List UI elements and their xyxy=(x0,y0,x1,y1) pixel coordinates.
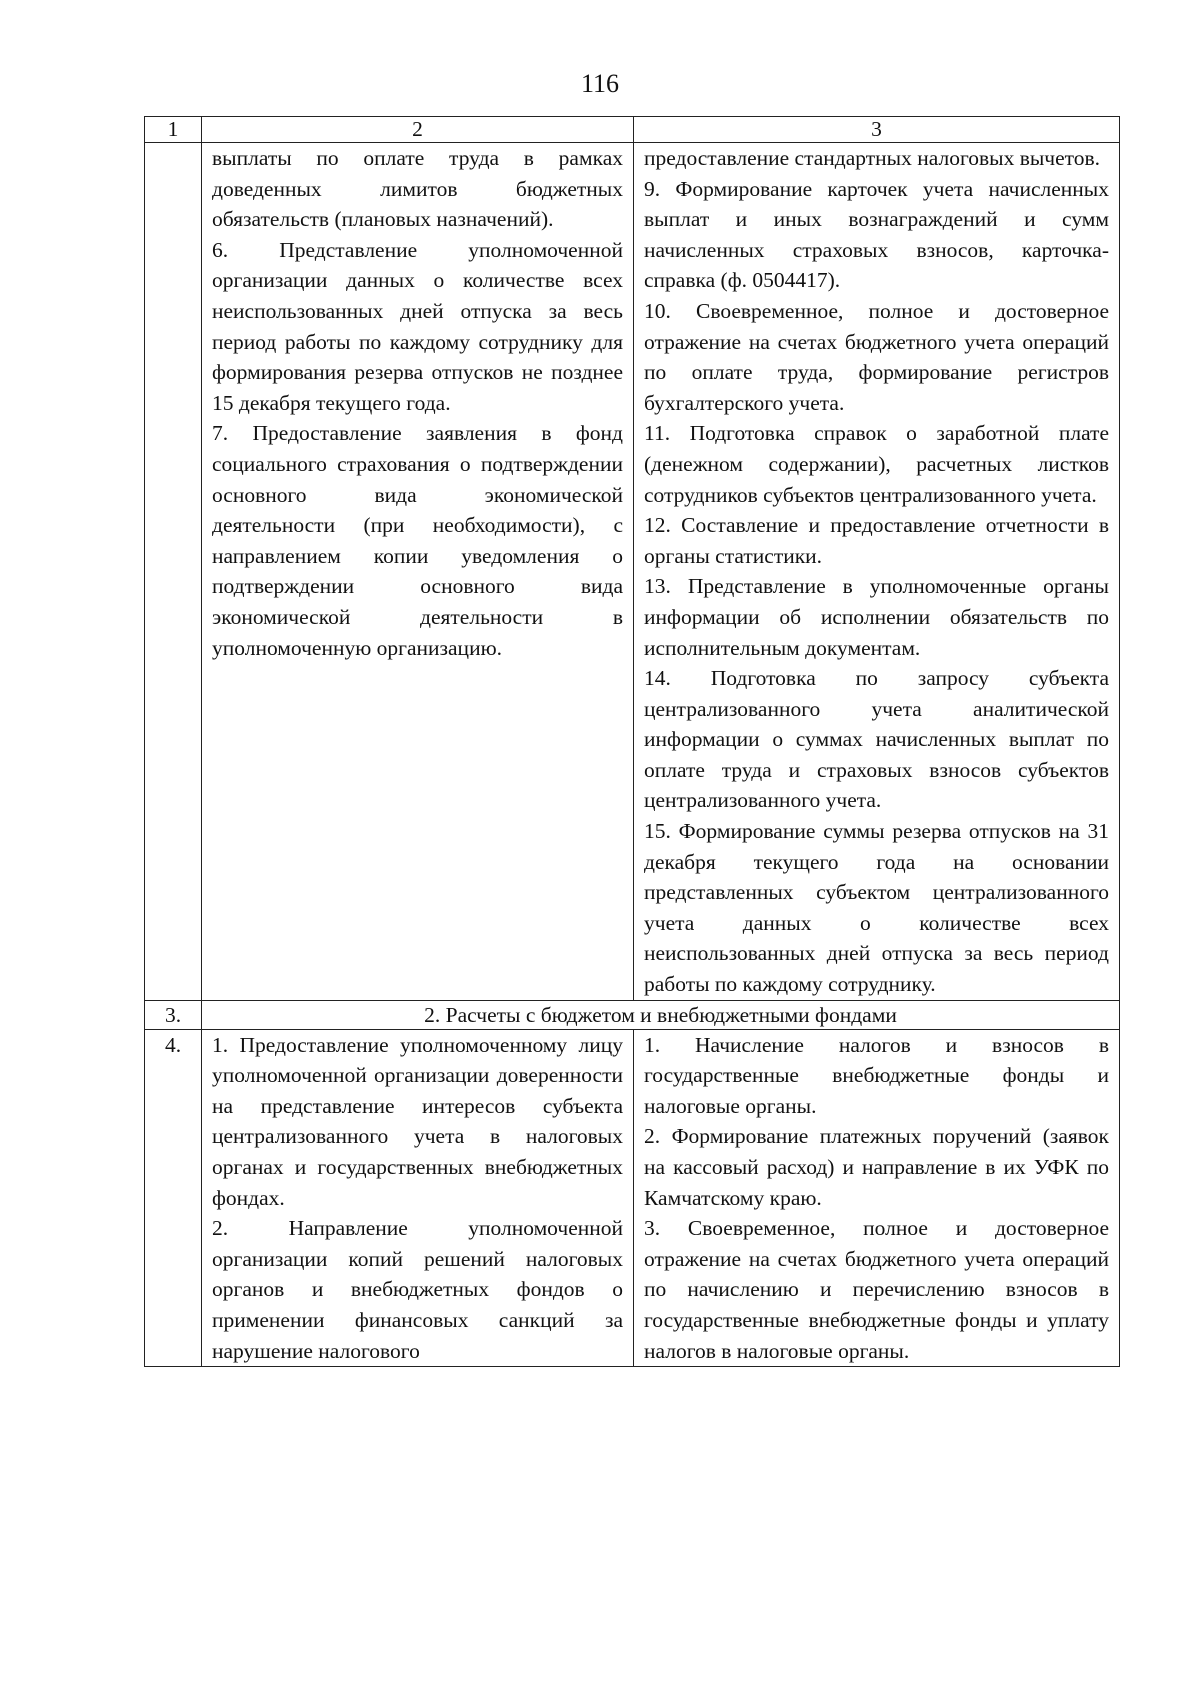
paragraph: предоставление стандартных налоговых вычетов. xyxy=(644,146,1101,170)
table-row-continuation xyxy=(145,143,1120,1001)
table-row-4 xyxy=(145,1029,1120,1367)
paragraph: 3. Своевременное, полное и достоверное отражение на счетах бюджетного учета операций по начислению и перечислению взносов в государственные внебюджетные фонды и уплату налогов в налоговые органы. xyxy=(644,1216,1109,1363)
paragraph: 9. Формирование карточек учета начисленных выплат и иных вознаграждений и сумм начисленных страховых взносов, карточка-справка (ф. 0504417). xyxy=(644,176,1109,293)
row-number-cell xyxy=(145,143,202,1001)
cell-col-3 xyxy=(634,1029,1120,1367)
row-number-cell: 3. xyxy=(145,1000,202,1029)
paragraph: 12. Составление и предоставление отчетности в органы статистики. xyxy=(644,513,1109,568)
table-header-row xyxy=(145,117,1120,143)
paragraph: 10. Своевременное, полное и достоверное отражение на счетах бюджетного учета операций по оплате труда, формирование регистров бухгалтерского учета. xyxy=(644,298,1109,415)
page-number: 116 xyxy=(580,69,620,98)
row-number-cell: 4. xyxy=(145,1029,202,1367)
paragraph: 1. Предоставление уполномоченному лицу уполномоченной организации доверенности на представление интересов субъекта централизованного учета в налоговых органах и государственных внебюджетных фондах. xyxy=(212,1032,623,1210)
cell-col-3 xyxy=(634,143,1120,1001)
paragraph: выплаты по оплате труда в рамках доведенных лимитов бюджетных обязательств (плановых назначений). xyxy=(212,146,623,232)
section-title: 2. Расчеты с бюджетом и внебюджетными фондами xyxy=(202,1000,1120,1029)
table-row-section xyxy=(145,1000,1120,1029)
paragraph: 13. Представление в уполномоченные органы информации об исполнении обязательств по исполнительным документам. xyxy=(644,574,1109,660)
paragraph: 14. Подготовка по запросу субъекта централизованного учета аналитической информации о суммах начисленных выплат по оплате труда и страховых взносов субъектов централизованного учета. xyxy=(644,666,1109,813)
cell-col-2 xyxy=(202,143,634,1001)
paragraph: 2. Направление уполномоченной организации копий решений налоговых органов и внебюджетных фондов о применении финансовых санкций за нарушение налогового xyxy=(212,1216,623,1363)
paragraph: 6. Представление уполномоченной организации данных о количестве всех неиспользованных дней отпуска за весь период работы по каждому сотруднику для формирования резерва отпусков не позднее 15 декабря текущего года. xyxy=(212,237,623,415)
paragraph: 11. Подготовка справок о заработной плате (денежном содержании), расчетных листков сотрудников субъектов централизованного учета. xyxy=(644,421,1109,507)
paragraph: 15. Формирование суммы резерва отпусков на 31 декабря текущего года на основании представленных субъектом централизованного учета данных о количестве всех неиспользованных дней отпуска за весь период работы по каждому сотруднику. xyxy=(644,819,1109,997)
paragraph: 7. Предоставление заявления в фонд социального страхования о подтверждении основного вида экономической деятельности (при необходимости), с направлением копии уведомления о подтверждении основного вида экономической деятельности в уполномоченную организацию. xyxy=(212,421,623,660)
header-col-3: 3 xyxy=(634,117,1120,143)
paragraph: 2. Формирование платежных поручений (заявок на кассовый расход) и направление в их УФК по Камчатскому краю. xyxy=(644,1124,1109,1210)
header-col-2: 2 xyxy=(202,117,634,143)
header-col-1: 1 xyxy=(145,117,202,143)
paragraph: 1. Начисление налогов и взносов в государственные внебюджетные фонды и налоговые органы. xyxy=(644,1032,1109,1118)
document-table xyxy=(144,116,1120,1367)
cell-col-2 xyxy=(202,1029,634,1367)
